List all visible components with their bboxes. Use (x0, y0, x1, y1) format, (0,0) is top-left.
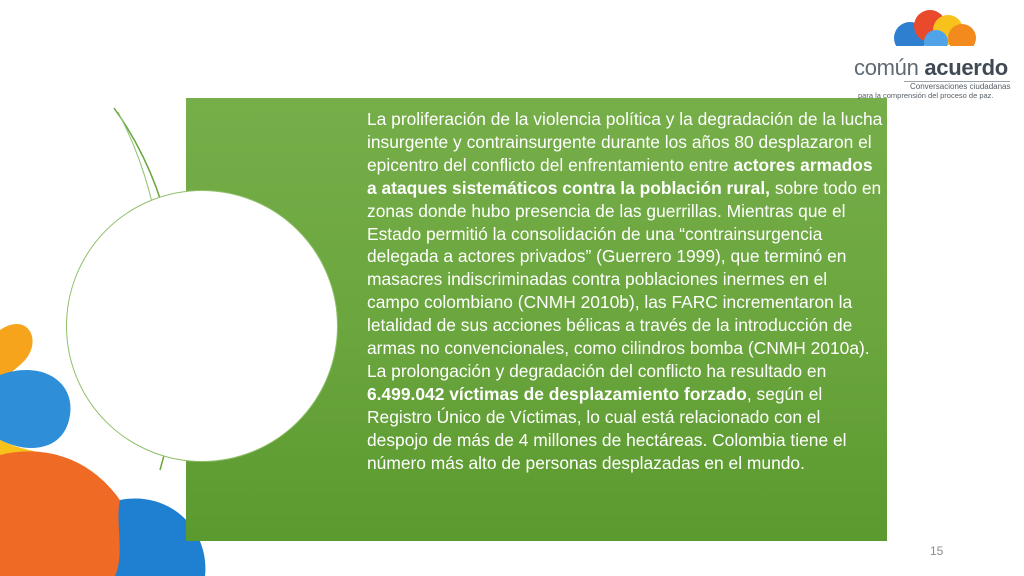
bold-text-run: 6.499.042 víctimas de desplazamiento forzado (367, 383, 747, 404)
bold-text-run: actores armados a ataques sistemáticos contra la población rural, (367, 154, 873, 198)
logo-word-comun: común (854, 55, 919, 80)
logo-cloud-icon (890, 8, 980, 58)
text-run: sobre todo en zonas donde hubo presencia de las guerrillas. Mientras que el Estado permitió la consolidación de una “contrainsurgencia delegada a actores privados” (Guerrero 1999), que terminó en masacres indiscriminadas contra poblaciones inermes en el campo colombiano (CNMH 2010b), las FARC incrementaron la letalidad de sus acciones bélicas a través de la introducción de armas no convencionales, como cilindros bomba (CNMH 2010a). La prolongación y degradación del conflicto ha resultado en (367, 177, 882, 381)
logo-word-acuerdo: acuerdo (924, 55, 1008, 80)
logo-subtitle-line1: Conversaciones ciudadanas (910, 82, 1011, 91)
logo-title (854, 55, 1008, 81)
blue-swirl-shape (0, 370, 70, 448)
body-paragraph (367, 108, 883, 475)
text-run: , según el Registro Único de Víctimas, lo cual está relacionado con el despojo de más de 4 millones de hectáreas. Colombia tiene el número más alto de personas desplazadas en el mundo. (367, 383, 847, 473)
white-circle-placeholder (66, 190, 338, 462)
comun-acuerdo-logo (850, 8, 1020, 100)
page-number: 15 (930, 544, 944, 558)
logo-subtitle-line2: para la comprensión del proceso de paz. (858, 91, 994, 100)
text-run: La proliferación de la violencia política y la degradación de la lucha insurgente y contrainsurgente durante los años 80 desplazaron el epicentro del conflicto del enfrentamiento entre (367, 109, 883, 175)
